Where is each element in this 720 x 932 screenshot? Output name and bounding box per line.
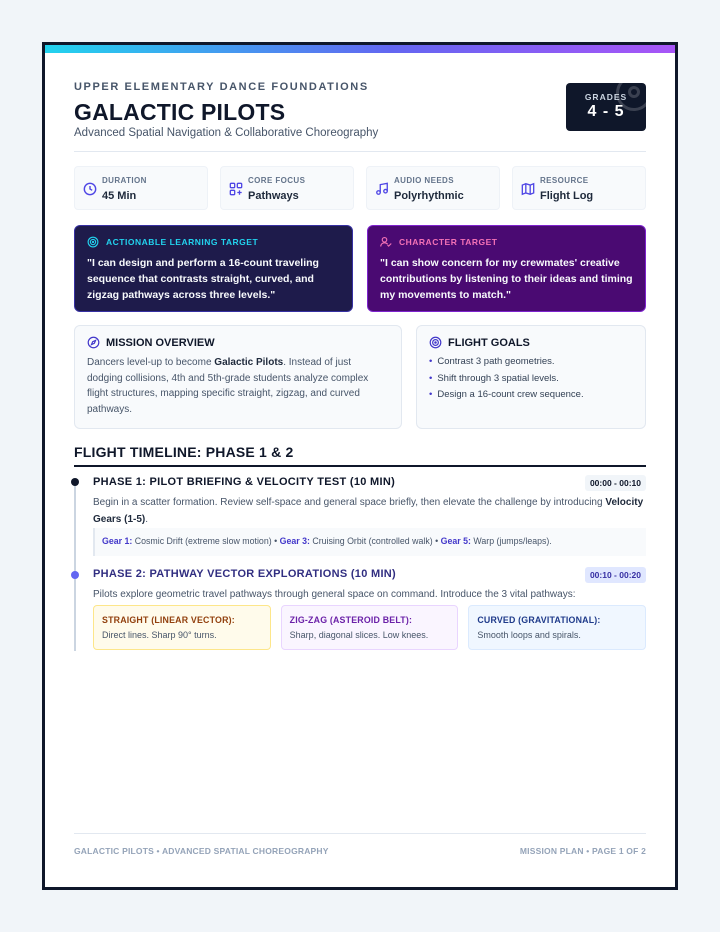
meta-core-focus [220, 166, 354, 210]
vector-title: CURVED (GRAVITATIONAL): [477, 615, 601, 625]
grades-label: GRADES [584, 92, 628, 102]
character-target-label: CHARACTER TARGET [399, 237, 498, 247]
vector-card-zigzag [281, 605, 459, 650]
vector-title: STRAIGHT (LINEAR VECTOR): [102, 615, 235, 625]
gear-5-name: Gear 5: [440, 536, 471, 546]
velocity-gears-bold: Velocity Gears (1-5) [93, 497, 644, 525]
overview-row [74, 325, 646, 429]
timeline-line [74, 483, 76, 651]
character-target-text: "I can show concern for my crewmates' creative contributions by listening to their ideas and timing my movements to match." [380, 257, 633, 301]
phase-1-time-badge: 00:00 - 00:10 [585, 475, 646, 491]
meta-row [74, 166, 646, 210]
phase-1-desc: Begin in a scatter formation. Review self-space and general space briefly, then elevate the challenge by introducing Velocity Gears (1-5). [93, 497, 644, 525]
vector-title: ZIG-ZAG (ASTEROID BELT): [289, 615, 413, 625]
phase-2-time-badge: 00:10 - 00:20 [585, 567, 646, 583]
goals-list [429, 354, 633, 404]
orbit-decoration-small-icon [628, 86, 640, 98]
timeline-dot-phase-2 [71, 571, 79, 579]
gear-1-text: Cosmic Drift (extreme slow motion) [132, 536, 272, 546]
character-target-card [367, 225, 646, 312]
list-item: • Shift through 3 spatial levels. [429, 371, 633, 388]
grid-icon [229, 182, 243, 196]
gear-1-name: Gear 1: [102, 536, 133, 546]
meta-label: DURATION [102, 176, 147, 185]
learning-target-label: ACTIONABLE LEARNING TARGET [106, 237, 259, 247]
timeline-dot-phase-1 [71, 478, 79, 486]
meta-value: Polyrhythmic [394, 190, 464, 202]
pathway-vectors-row [93, 605, 646, 650]
page-title: GALACTIC PILOTS [74, 99, 286, 125]
meta-audio-needs [366, 166, 500, 210]
target-icon [429, 336, 442, 349]
page-subtitle: Advanced Spatial Navigation & Collaborative Choreography [74, 127, 379, 139]
footer-left: GALACTIC PILOTS • ADVANCED SPATIAL CHOREOGRAPHY [74, 846, 329, 856]
mission-bold: Galactic Pilots [214, 357, 284, 368]
goals-title: FLIGHT GOALS [448, 336, 530, 349]
grades-value: 4 - 5 [587, 103, 625, 120]
vector-card-straight [93, 605, 271, 650]
map-icon [521, 182, 535, 196]
learning-target-card [74, 225, 353, 312]
user-check-icon [380, 236, 392, 248]
targets-row [74, 225, 646, 312]
footer-divider [74, 833, 646, 834]
phase-2-title: PHASE 2: PATHWAY VECTOR EXPLORATIONS (10 MIN) [93, 568, 397, 580]
list-item: • Design a 16-count crew sequence. [429, 387, 633, 404]
gear-5-text: Warp (jumps/leaps). [470, 536, 552, 546]
vector-desc: Sharp, diagonal slices. Low knees. [289, 630, 429, 640]
target-icon [87, 236, 99, 248]
meta-label: AUDIO NEEDS [394, 176, 454, 185]
mission-overview-box [74, 325, 402, 429]
meta-label: CORE FOCUS [248, 176, 306, 185]
timeline-title: FLIGHT TIMELINE: PHASE 1 & 2 [74, 444, 294, 460]
meta-value: Pathways [248, 190, 299, 202]
grades-badge [566, 83, 646, 131]
music-note-icon [375, 182, 389, 196]
phase-1-title: PHASE 1: PILOT BRIEFING & VELOCITY TEST (10 MIN) [93, 476, 396, 488]
meta-resource [512, 166, 646, 210]
gear-3-text: Cruising Orbit (controlled walk) [309, 536, 433, 546]
compass-icon [87, 336, 100, 349]
meta-duration [74, 166, 208, 210]
learning-target-text: "I can design and perform a 16-count traveling sequence that contrasts straight, curved, and zigzag pathways across three levels." [87, 257, 319, 301]
vector-desc: Direct lines. Sharp 90° turns. [102, 630, 217, 640]
flight-goals-box [416, 325, 646, 429]
lesson-plan-page [42, 42, 678, 890]
vector-card-curved [468, 605, 646, 650]
mission-text: Dancers level-up to become Galactic Pilots. Instead of just dodging collisions, 4th and 5th-grade students analyze complex flight structures, mapping specific straight, zigzag, and curved pathways. [87, 357, 369, 415]
meta-value: Flight Log [540, 190, 594, 202]
footer-right: MISSION PLAN • PAGE 1 OF 2 [519, 846, 646, 856]
timeline-rule [74, 465, 646, 467]
header-divider [74, 151, 646, 152]
clock-icon [83, 182, 97, 196]
velocity-gears-strip: Gear 1: Cosmic Drift (extreme slow motion) • Gear 3: Cruising Orbit (controlled walk) • Gear 5: Warp (jumps/leaps). [93, 528, 646, 556]
phase-2-desc: Pilots explore geometric travel pathways through general space on command. Introduce the 3 vital pathways: [93, 589, 576, 600]
meta-value: 45 Min [102, 190, 137, 202]
mission-title: MISSION OVERVIEW [106, 336, 215, 349]
phase-1 [93, 476, 646, 528]
eyebrow-text: UPPER ELEMENTARY DANCE FOUNDATIONS [74, 81, 369, 93]
vector-desc: Smooth loops and spirals. [477, 630, 581, 640]
meta-label: RESOURCE [540, 176, 589, 185]
gear-3-name: Gear 3: [279, 536, 310, 546]
list-item: • Contrast 3 path geometries. [429, 354, 633, 371]
phase-2 [93, 568, 646, 604]
